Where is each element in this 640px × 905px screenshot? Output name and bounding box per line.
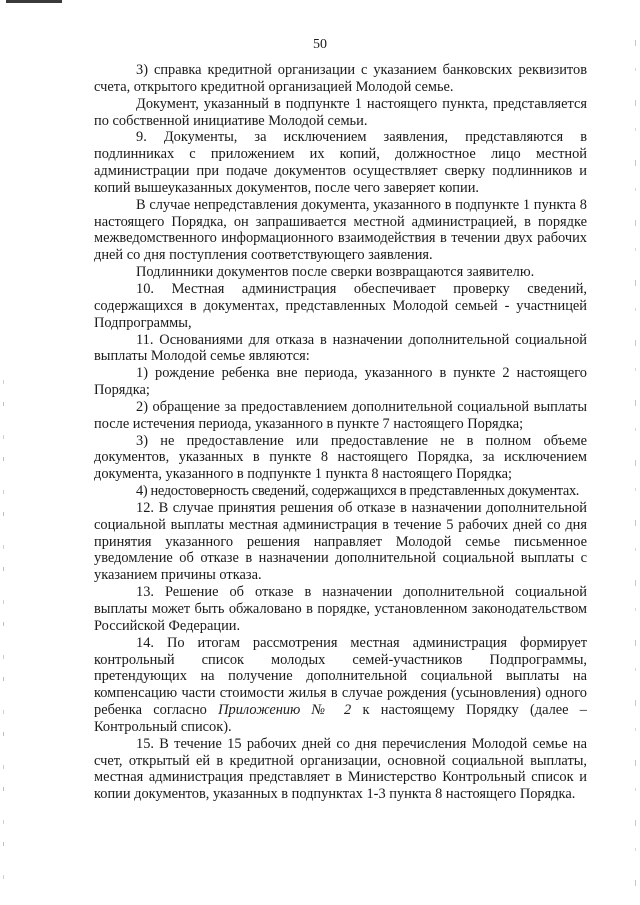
paragraph-14-text-start: 14. По итогам рассмотрения местная администрация формирует контрольный список молодых семей-участников Подпрограммы, претендующих на получение дополнительной социальной выплаты на компенсацию части стоимости жилья в случае рождения (усыновления) одного ребенка согласно	[94, 634, 587, 719]
paragraph-9: 9. Документы, за исключением заявления, представляются в подлинниках с приложением их копий, должностное лицо местной администрации при подаче документов осуществляет сверку подлинников и копий вышеуказанных документов, после чего заверяет копии.	[94, 129, 587, 196]
appendix-reference: Приложению № 2	[218, 702, 352, 719]
scan-edge-marks-right	[635, 40, 636, 890]
paragraph-15: 15. В течение 15 рабочих дней со дня перечисления Молодой семье на счет, открытый ей в кредитной организации, основной социальной выплаты, местная администрация представляет в Министерство Контрольный список и копии документов, указанных в подпунктах 1-3 пункта 8 настоящего Порядка.	[94, 735, 587, 803]
scan-top-rule	[6, 0, 62, 3]
paragraph-11-item-4: 4) недостоверность сведений, содержащихся в представленных документах.	[136, 483, 580, 500]
paragraph-document-initiative: Документ, указанный в подпункте 1 настоящего пункта, представляется по собственной инициативе Молодой семьи.	[94, 95, 587, 129]
paragraph-non-submission: В случае непредставления документа, указанного в подпункте 1 пункта 8 настоящего Порядка, он запрашивается местной администрацией, в порядке межведомственного информационного взаимодействия в течении двух рабочих дней со дня поступления соответствующего заявления.	[94, 196, 587, 264]
paragraph-11-item-1: 1) рождение ребенка вне периода, указанного в пункте 2 настоящего Порядка;	[94, 365, 587, 399]
scan-edge-marks-left	[3, 380, 4, 890]
paragraph-11-item-2: 2) обращение за предоставлением дополнительной социальной выплаты после истечения периода, указанного в пункте 7 настоящего Порядка;	[94, 398, 587, 432]
paragraph-11-item-3: 3) не предоставление или предоставление не в полном объеме документов, указанных в пункте 8 настоящего Порядка, за исключением документа, указанного в подпункте 1 пункта 8 настоящего Порядка;	[94, 432, 587, 483]
paragraph-14	[94, 635, 587, 736]
paragraph-13: 13. Решение об отказе в назначении дополнительной социальной выплаты может быть обжаловано в порядке, установленном законодательством Российской Федерации.	[94, 584, 587, 634]
paragraph-originals-returned: Подлинники документов после сверки возвращаются заявителю.	[136, 264, 535, 281]
paragraph-10: 10. Местная администрация обеспечивает проверку сведений, содержащихся в документах, представленных Молодой семьей - участницей Подпрограммы,	[94, 280, 587, 331]
paragraph-12: 12. В случае принятия решения об отказе в назначении дополнительной социальной выплаты местная администрация в течение 5 рабочих дней со дня принятия указанного решения направляет Молодой семье письменное уведомление об отказе в назначении дополнительной социальной выплаты с указанием причины отказа.	[94, 499, 587, 584]
document-body	[94, 62, 587, 803]
page-number: 50	[313, 37, 327, 52]
paragraph-14-text-end: к настоящему Порядку (далее – Контрольный список).	[94, 702, 588, 735]
paragraph-item-3: 3) справка кредитной организации с указанием банковских реквизитов счета, открытого кредитной организацией Молодой семье.	[94, 62, 587, 95]
paragraph-11: 11. Основаниями для отказа в назначении дополнительной социальной выплаты Молодой семье являются:	[94, 331, 587, 365]
